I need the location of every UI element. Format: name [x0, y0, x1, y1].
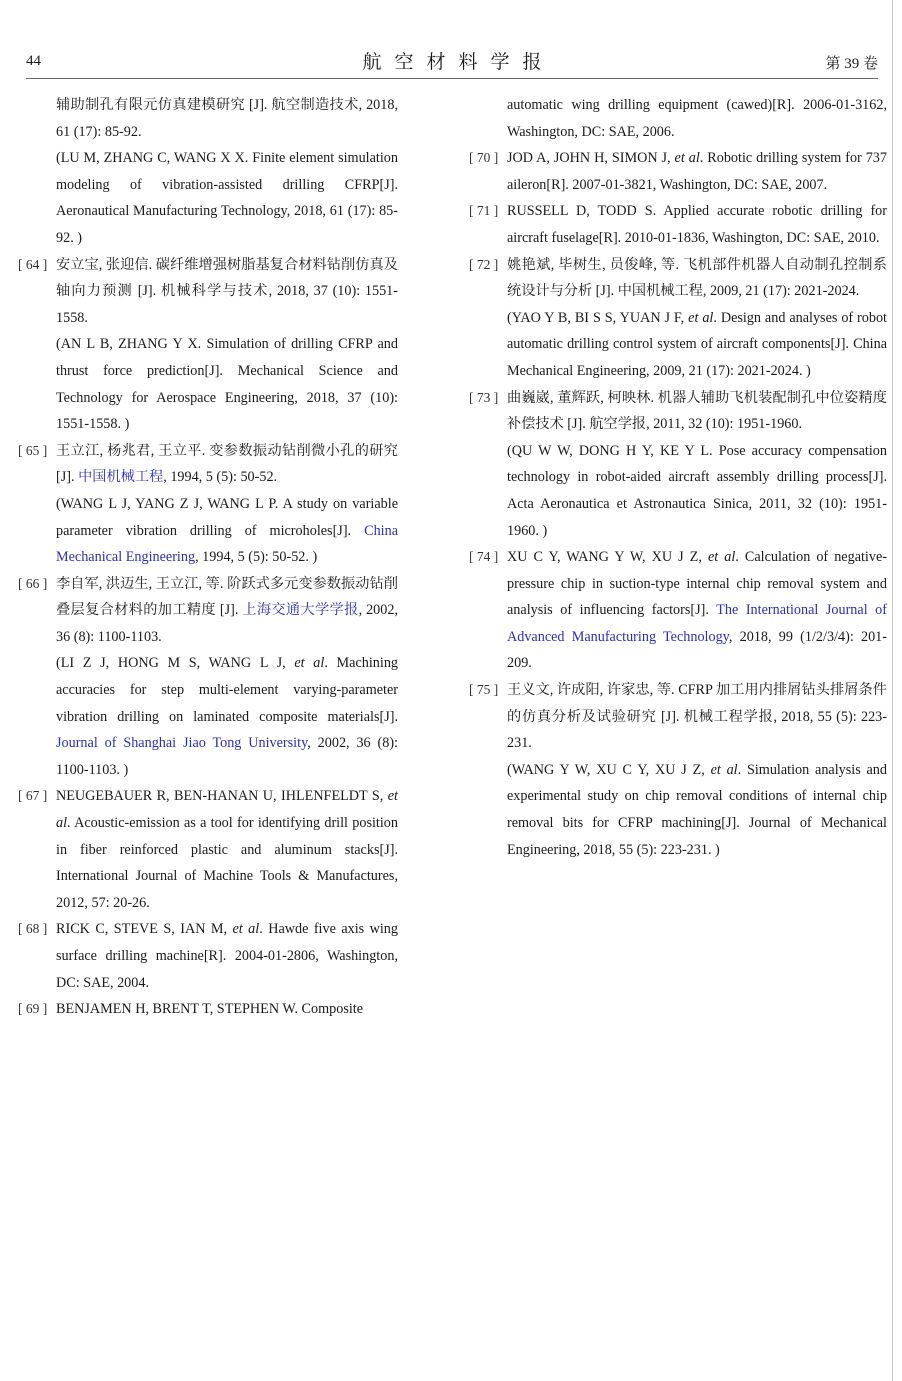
ref-en-text: (LU M, ZHANG C, WANG X X. Finite element simulation modeling of vibration-assisted drilling CFRP[J]. Aeronautical Manufacturing Technology, 2018, 61 (17): 85-92. ): [56, 150, 398, 246]
journal-link[interactable]: China Mechanical Engineering: [56, 522, 398, 566]
ref-en-text: (WANG L J, YANG Z J, WANG L P. A study on variable parameter vibration drilling of microholes[J].: [56, 495, 398, 539]
ref-cn-text-tail: , 2002, 36 (8): 1100-1103.: [56, 602, 398, 645]
ref-text-mid: . Calculation of negative-pressure chip in suction-type internal chip removal system and analysis of influencing factors[J].: [507, 549, 887, 619]
et-al: et al: [232, 921, 260, 938]
ref-en-text: (QU W W, DONG H Y, KE Y L. Pose accuracy compensation technology in robot-aided aircraft assembly drilling process[J]. Acta Aeronautica et Astronautica Sinica, 2011, 32 (10): 1951-1960. ): [507, 442, 887, 539]
ref-text: RUSSELL D, TODD S. Applied accurate robotic drilling for aircraft fuselage[R]. 2010-01-1836, Washington, DC: SAE, 2010.: [507, 203, 887, 246]
ref-number: [ 72 ]: [469, 256, 499, 272]
ref-en-text: (WANG Y W, XU C Y, XU J Z,: [507, 761, 711, 778]
ref-text-tail: . Robotic drilling system for 737 aileron[R]. 2007-01-3821, Washington, DC: SAE, 2007.: [507, 150, 887, 193]
ref-en-text-tail: , 2002, 36 (8): 1100-1103. ): [56, 735, 398, 778]
ref-text-tail: . Hawde five axis wing surface drilling machine[R]. 2004-01-2806, Washington, DC: SAE, 2004.: [56, 921, 398, 991]
ref-en-text: (AN L B, ZHANG Y X. Simulation of drilling CFRP and thrust force prediction[J]. Mechanical Science and Technology for Aerospace Engineering, 2018, 37 (10): 1551-1558. ): [56, 336, 398, 433]
ref-en-block: [56, 650, 398, 783]
journal-link[interactable]: Journal of Shanghai Jiao Tong University: [56, 735, 308, 752]
reference-75: [469, 677, 887, 863]
journal-title: 航空材料学报: [362, 52, 555, 73]
ref-number: [ 67 ]: [18, 788, 48, 804]
ref-number: [ 64 ]: [18, 256, 48, 272]
ref-text-tail: . Acoustic-emission as a tool for identifying drill position in fiber reinforced plastic and aluminum stacks[J]. International Journal of Machine Tools & Manufactures, 2012, 57: 20-26.: [56, 815, 398, 911]
volume-label: 第 39 卷: [825, 56, 878, 72]
ref-number: [ 65 ]: [18, 442, 48, 458]
ref-cn-text: 安立宝, 张迎信. 碳纤维增强树脂基复合材料钻削仿真及轴向力预测 [J]. 机械科学与技术, 2018, 37 (10): 1551-1558.: [56, 256, 398, 326]
journal-link[interactable]: 上海交通大学学报: [242, 602, 359, 619]
running-header: [26, 44, 878, 79]
reference-73: [469, 385, 887, 545]
et-al: et al: [710, 761, 738, 778]
reference-74: [469, 544, 887, 677]
reference-71: [469, 198, 887, 251]
ref-number: [ 71 ]: [469, 203, 499, 219]
reference-69-continued: [469, 92, 887, 145]
ref-cn-text: 姚艳斌, 毕树生, 员俊峰, 等. 飞机部件机器人自动制孔控制系统设计与分析 [J]. 中国机械工程, 2009, 21 (17): 2021-2024.: [507, 256, 887, 300]
ref-text: XU C Y, WANG Y W, XU J Z,: [507, 549, 708, 566]
journal-link[interactable]: The International Journal of Advanced Manufacturing Technology: [507, 602, 888, 645]
ref-en-text-tail: , 1994, 5 (5): 50-52. ): [195, 549, 318, 566]
ref-en-block: [507, 757, 887, 863]
reference-65: [18, 438, 398, 571]
et-al: et al: [688, 309, 714, 326]
ref-cn-text: 王立江, 杨兆君, 王立平. 变参数振动钻削微小孔的研究 [J].: [56, 442, 398, 486]
reference-63-continued: [18, 92, 398, 252]
et-al: et al: [56, 788, 398, 832]
ref-cn-text: 李自军, 洪迈生, 王立江, 等. 阶跃式多元变参数振动钻削叠层复合材料的加工精度 [J].: [56, 575, 398, 619]
ref-number: [ 68 ]: [18, 921, 48, 937]
et-al: et al: [294, 655, 325, 672]
ref-cn-text: 王义文, 许成阳, 许家忠, 等. CFRP 加工用内排屑钻头排屑条件的仿真分析及试验研究 [J]. 机械工程学报, 2018, 55 (5): 223-231.: [507, 682, 887, 752]
ref-en-text-tail: . Design and analyses of robot automatic drilling control system of aircraft components[J]. China Mechanical Engineering, 2009, 21 (17): 2021-2024. ): [507, 309, 888, 379]
ref-number: [ 66 ]: [18, 575, 48, 591]
ref-en-block: [56, 491, 398, 571]
ref-text: JOD A, JOHN H, SIMON J,: [507, 150, 675, 167]
reference-70: [469, 145, 887, 198]
et-al: et al: [707, 549, 736, 566]
ref-number: [ 69 ]: [18, 1001, 48, 1017]
reference-72: [469, 252, 887, 385]
reference-69: [18, 996, 398, 1023]
page-edge: [892, 0, 893, 1381]
ref-cn-text-tail: , 1994, 5 (5): 50-52.: [163, 469, 278, 486]
ref-text: BENJAMEN H, BRENT T, STEPHEN W. Composite: [56, 1001, 364, 1018]
ref-text: RICK C, STEVE S, IAN M,: [56, 921, 233, 938]
reference-64: [18, 252, 398, 438]
ref-en-text: (LI Z J, HONG M S, WANG L J,: [56, 655, 295, 672]
ref-text: NEUGEBAUER R, BEN-HANAN U, IHLENFELDT S,: [56, 788, 388, 805]
journal-link[interactable]: 中国机械工程: [78, 469, 164, 486]
ref-text: automatic wing drilling equipment (cawed)[R]. 2006-01-3162, Washington, DC: SAE, 2006.: [507, 97, 887, 140]
reference-66: [18, 571, 398, 784]
ref-en-text-tail: . Simulation analysis and experimental study on chip removal conditions of internal chip removal bits for CFRP machining[J]. Journal of Mechanical Engineering, 2018, 55 (5): 223-231. ): [507, 761, 887, 858]
ref-number: [ 74 ]: [469, 549, 499, 565]
ref-number: [ 75 ]: [469, 682, 499, 698]
ref-number: [ 73 ]: [469, 389, 499, 405]
ref-number: [ 70 ]: [469, 150, 499, 166]
reference-68: [18, 916, 398, 996]
ref-cn-text: 曲巍崴, 董辉跃, 柯映林. 机器人辅助飞机装配制孔中位姿精度补偿技术 [J]. 航空学报, 2011, 32 (10): 1951-1960.: [507, 389, 887, 433]
right-column: [469, 92, 887, 863]
ref-en-block: [507, 305, 887, 385]
left-column: [18, 92, 398, 1023]
ref-text-tail: , 2018, 99 (1/2/3/4): 201-209.: [507, 628, 887, 672]
ref-en-text: (YAO Y B, BI S S, YUAN J F,: [507, 309, 689, 326]
ref-en-text-mid: . Machining accuracies for step multi-element varying-parameter vibration drilling on laminated composite materials[J].: [56, 655, 399, 725]
page-number: 44: [26, 53, 41, 69]
ref-cn-text: 辅助制孔有限元仿真建模研究 [J]. 航空制造技术, 2018, 61 (17): 85-92.: [56, 97, 398, 140]
et-al: et al: [674, 150, 700, 167]
reference-67: [18, 783, 398, 916]
